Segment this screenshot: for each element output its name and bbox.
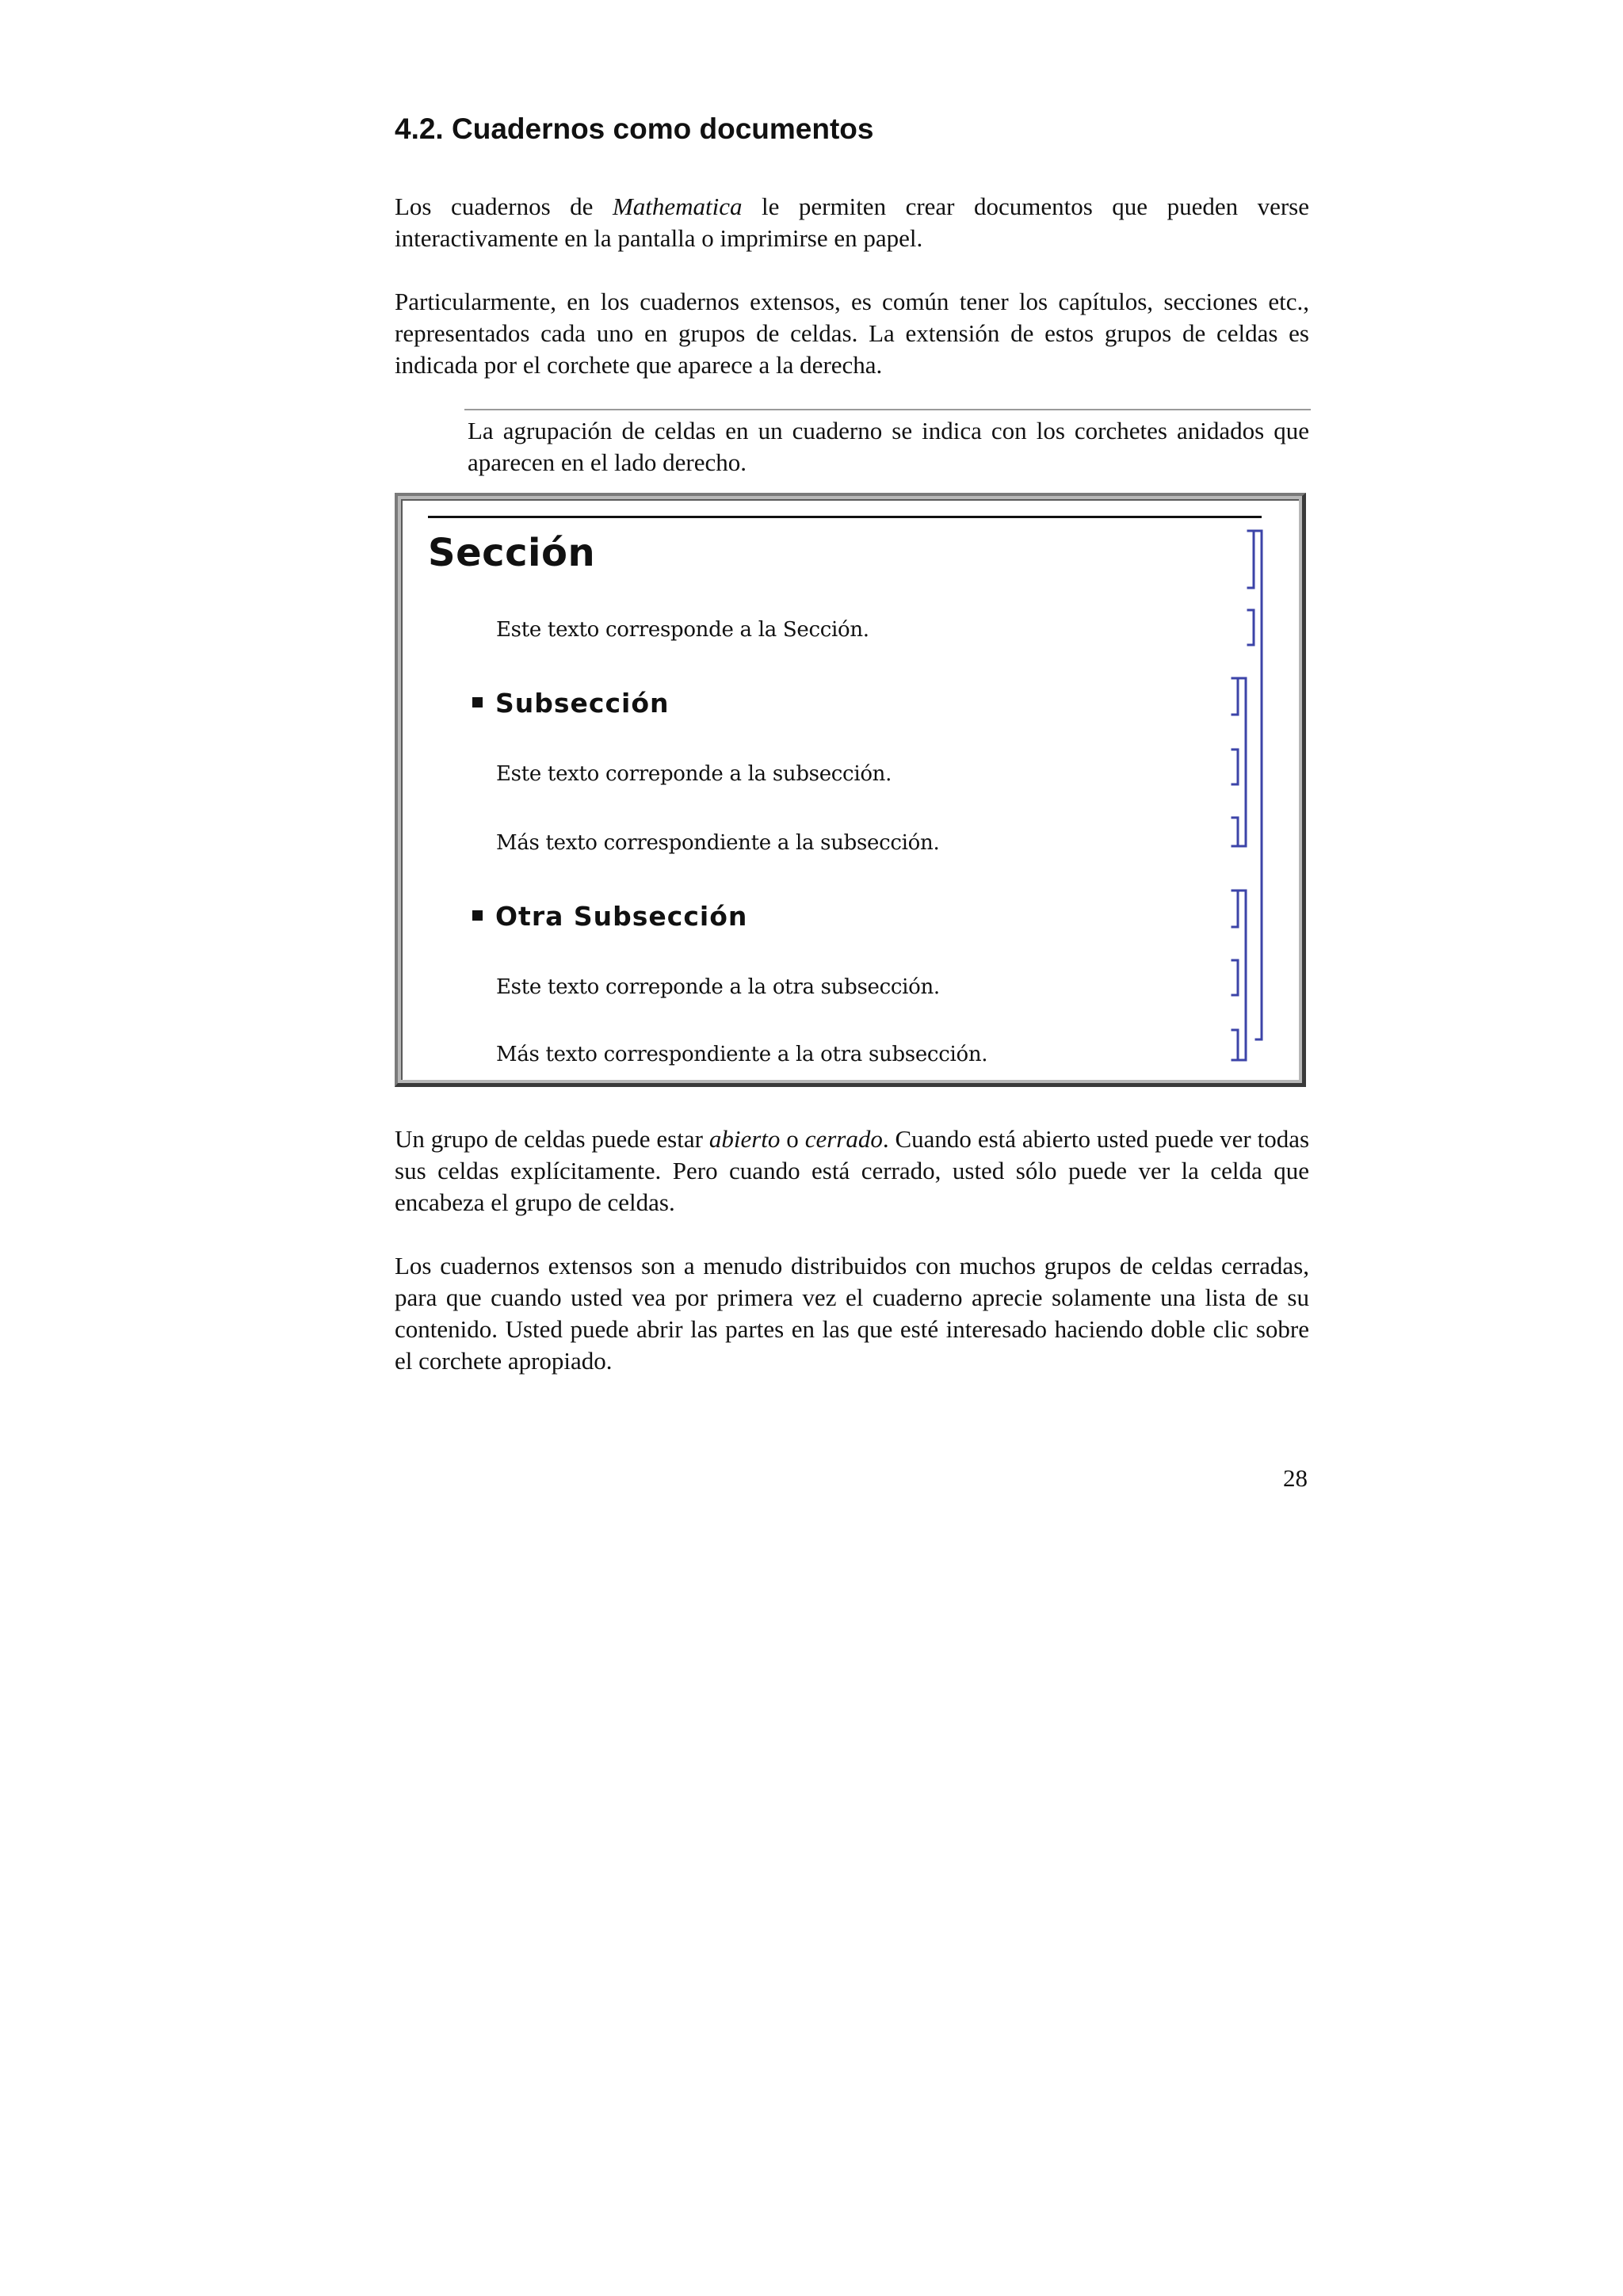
cell-bracket-section-text[interactable] <box>1248 610 1254 645</box>
bullet-icon <box>472 697 483 707</box>
cell-bracket-graphics <box>403 501 1306 1087</box>
paragraph-intro <box>395 191 1309 254</box>
notebook-window <box>401 499 1299 1080</box>
group-bracket-section[interactable] <box>1256 531 1262 1039</box>
paragraph-intro-end: le permiten crear documentos que pueden verse interactivamente en la pantalla o imprimirse en papel. <box>395 193 1309 252</box>
notebook-screenshot <box>395 493 1306 1087</box>
page-number: 28 <box>1283 1464 1308 1492</box>
paragraph-open-closed-part-3: . Cuando está abierto usted puede ver todas sus celdas explícitamente. Pero cuando está cerrado, usted sólo puede ver la celda que encabeza el grupo de celdas. <box>395 1125 1310 1216</box>
paragraph-open-closed-part-2: o <box>780 1125 805 1153</box>
cell-bracket-subsection-1-title[interactable] <box>1232 678 1238 715</box>
notebook-subsection-1-text-1: Este texto correponde a la subsección. <box>496 762 892 786</box>
group-bracket-subsection-1[interactable] <box>1240 678 1246 846</box>
group-bracket-subsection-2[interactable] <box>1240 891 1246 1060</box>
notebook-subsection-2-title: Otra Subsección <box>495 901 748 932</box>
bullet-icon <box>472 910 483 921</box>
cell-bracket-subsection-1-text-1[interactable] <box>1232 749 1238 784</box>
notebook-subsection-1-title: Subsección <box>495 688 670 719</box>
section-heading: 4.2. Cuadernos como documentos <box>395 113 874 145</box>
note-text: La agrupación de celdas en un cuaderno se indica con los corchetes anidados que aparecen en el lado derecho. <box>468 417 1309 476</box>
notebook-subsection-2-text-2: Más texto correspondiente a la otra subsección. <box>496 1043 988 1066</box>
paragraph-intro-start: Los cuadernos de <box>395 193 613 220</box>
notebook-subsection-1-text-2: Más texto correspondiente a la subsección. <box>496 831 940 855</box>
notebook-subsection-2 <box>472 901 747 932</box>
paragraph-open-closed-part-1: Un grupo de celdas puede estar <box>395 1125 709 1153</box>
cell-bracket-subsection-2-title[interactable] <box>1232 891 1238 927</box>
paragraph-cell-groups: Particularmente, en los cuadernos extensos, es común tener los capítulos, secciones etc., representados cada uno en grupos de celdas. La extensión de estos grupos de celdas es indicada por el corchete que aparece a la derecha. <box>395 288 1309 379</box>
paragraph-intro-emphasis: Mathematica <box>612 193 743 220</box>
section-rule <box>428 516 1262 518</box>
paragraph-open-closed <box>395 1123 1309 1219</box>
emphasis-open: abierto <box>708 1125 781 1153</box>
note-divider <box>464 409 1311 410</box>
notebook-section-text: Este texto corresponde a la Sección. <box>496 618 869 642</box>
emphasis-closed: cerrado <box>804 1125 883 1153</box>
notebook-subsection-2-text-1: Este texto correponde a la otra subsección. <box>496 975 940 999</box>
cell-bracket-subsection-1-text-2[interactable] <box>1232 818 1238 846</box>
cell-bracket-subsection-2-text-1[interactable] <box>1232 960 1238 995</box>
notebook-section-title: Sección <box>428 531 596 575</box>
cell-bracket-section-title[interactable] <box>1248 531 1254 588</box>
paragraph-long-notebooks: Los cuadernos extensos son a menudo distribuidos con muchos grupos de celdas cerradas, para que cuando usted vea por primera vez el cuaderno aprecie solamente una lista de su contenido. Usted puede abrir las partes en las que esté interesado haciendo doble clic sobre el corchete apropiado. <box>395 1252 1309 1375</box>
cell-bracket-subsection-2-text-2[interactable] <box>1232 1030 1238 1060</box>
notebook-subsection-1 <box>472 688 670 719</box>
